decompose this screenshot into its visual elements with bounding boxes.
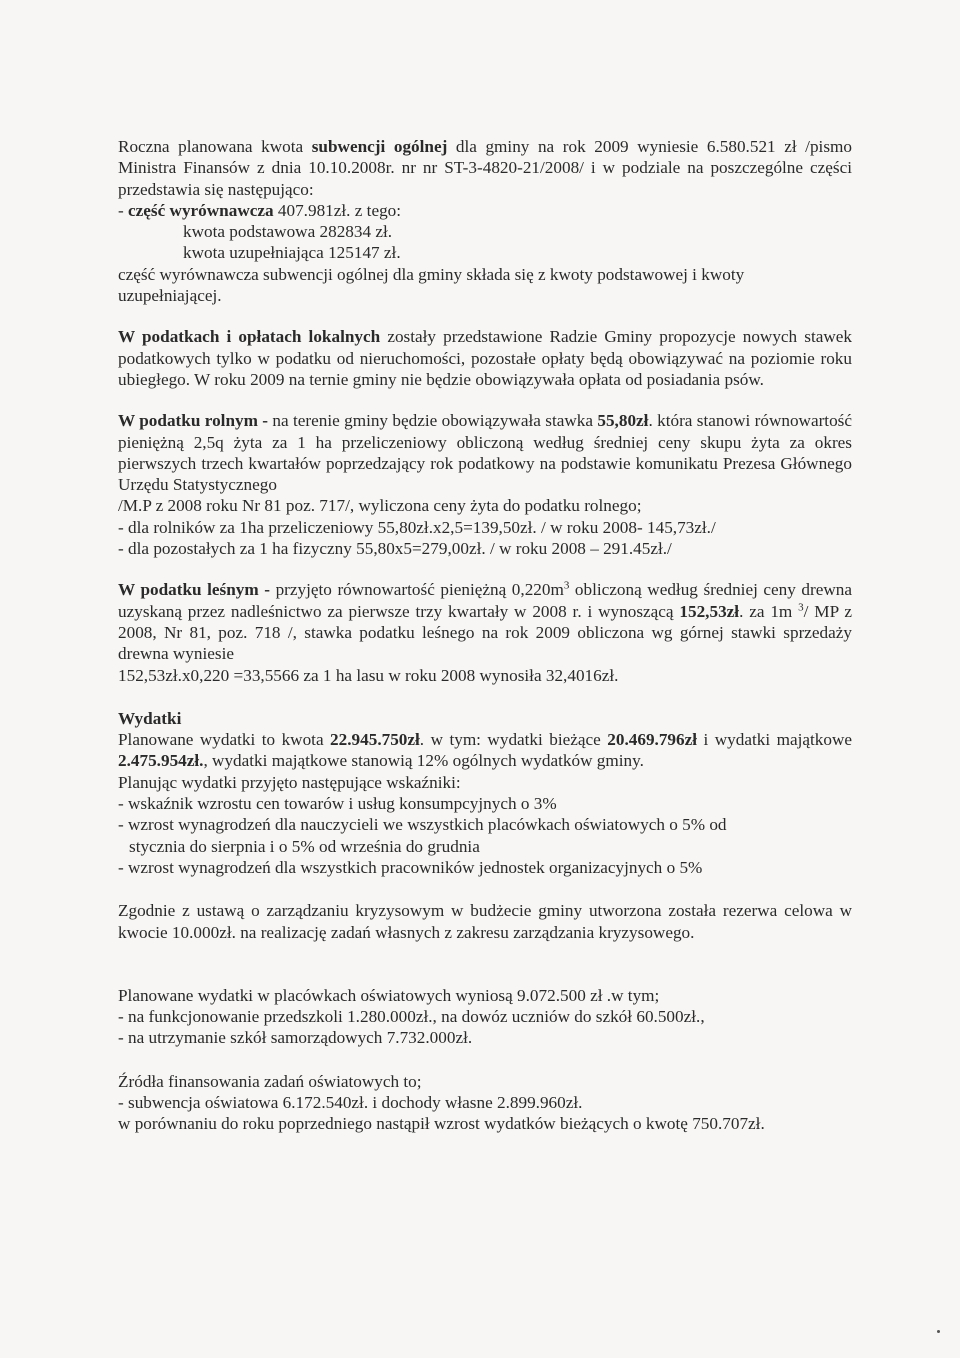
text: dla gminy na rok 2009 wyniesie 6.580.521 zł /pismo Ministra Finansów z dnia 10.10.2008r. nr nr ST-3-4820-21/2008/ i w podziale na poszczególne części przedstawia się następująco: xyxy=(118,137,852,199)
text: . w tym: wydatki bieżące xyxy=(419,730,608,750)
paragraph-podatek-rolny xyxy=(118,410,852,495)
section-oswiata xyxy=(118,985,852,1049)
paragraph-wydatki xyxy=(118,729,852,772)
bold-heading: W podatku rolnym - xyxy=(118,411,269,431)
superscript: 3 xyxy=(563,579,570,592)
text: . za 1m xyxy=(739,601,799,621)
line-pracownicy: - wzrost wynagrodzeń dla wszystkich pracowników jednostek organizacyjnych o 5% xyxy=(118,857,703,877)
bold-heading: W podatkach i opłatach lokalnych xyxy=(118,327,381,347)
bold-heading: W podatku leśnym - xyxy=(118,580,271,600)
paragraph-podatki-lokalne xyxy=(118,326,852,390)
text: - xyxy=(118,200,129,220)
section-podatek-lesny xyxy=(118,579,852,685)
text: przyjęto równowartość pieniężną 0,220m xyxy=(270,580,564,600)
line-porownanie: w porównaniu do roku poprzedniego nastąpił wzrost wydatków bieżących o kwotę 750.707zł. xyxy=(118,1114,765,1134)
text: 407.981zł. z tego: xyxy=(273,200,402,220)
line-pozostali: - dla pozostałych za 1 ha fizyczny 55,80x5=279,00zł. / w roku 2008 – 291.45zł./ xyxy=(118,539,672,559)
line-kwota-uzupelniajaca: kwota uzupełniająca 125147 zł. xyxy=(183,243,401,263)
bold-amount: 2.475.954zł. xyxy=(118,751,204,771)
text: Planowane wydatki to kwota xyxy=(118,730,331,750)
text: zostały przedstawione Radzie Gminy propozycje nowych stawek podatkowych tylko w podatku od nieruchomości, pozostałe opłaty będą obowiązywać na poziomie roku ubiegłego. W roku 2009 na ternie gminy nie będzie obowiązywała opłata od posiadania psów. xyxy=(118,327,852,389)
line-kwota-podstawowa: kwota podstawowa 282834 zł. xyxy=(183,222,393,242)
scan-speck xyxy=(937,1330,940,1333)
line-czesc-sklad: część wyrównawcza subwencji ogólnej dla gminy składa się z kwoty podstawowej i kwoty uzupełniającej. xyxy=(118,264,745,306)
line-zrodla: Źródła finansowania zadań oświatowych to; xyxy=(118,1071,422,1091)
bold-amount: 55,80zł xyxy=(597,411,649,431)
line-rolnicy: - dla rolników za 1ha przeliczeniowy 55,80zł.x2,5=139,50zł. / w roku 2008- 145,73zł./ xyxy=(118,517,716,537)
line-czesc-wyrownawcza xyxy=(118,200,852,221)
text: , wydatki majątkowe stanowią 12% ogólnych wydatków gminy. xyxy=(203,751,644,771)
text: na terenie gminy będzie obowiązywała stawka xyxy=(268,411,598,431)
paragraph-subwencja xyxy=(118,136,852,200)
paragraph-rezerwa: Zgodnie z ustawą o zarządzaniu kryzysowym w budżecie gminy utworzona została rezerwa celowa w kwocie 10.000zł. na realizację zadań własnych z zakresu zarządzania kryzysowego. xyxy=(118,901,852,942)
heading-wydatki xyxy=(118,708,852,729)
bold-term: subwencji ogólnej xyxy=(311,137,448,156)
text: i wydatki majątkowe xyxy=(697,730,852,750)
paragraph-podatek-lesny xyxy=(118,579,852,664)
text: Roczna planowana kwota xyxy=(118,137,312,156)
bold-amount: 20.469.796zł xyxy=(607,730,698,750)
line-mp: /M.P z 2008 roku Nr 81 poz. 717/, wyliczona ceny żyta do podatku rolnego; xyxy=(118,496,642,516)
section-heading: Wydatki xyxy=(118,708,182,728)
line-nauczyciele-cd: stycznia do sierpnia i o 5% od września do grudnia xyxy=(129,836,480,856)
line-oswiata: Planowane wydatki w placówkach oświatowych wyniosą 9.072.500 zł .w tym; xyxy=(118,985,660,1005)
line-szkoly: - na utrzymanie szkół samorządowych 7.732.000zł. xyxy=(118,1028,473,1048)
document-body xyxy=(118,136,852,1135)
text: obliczoną według średniej ceny drewna uzyskaną przez nadleśnictwo za pierwsze trzy kwartały w 2008 r. i wynoszącą xyxy=(118,580,853,621)
section-zrodla xyxy=(118,1071,852,1135)
section-podatek-rolny xyxy=(118,410,852,559)
text: / MP z 2008, Nr 81, poz. 718 /, stawka podatku leśnego na rok 2009 obliczona wg górnej stawki sprzedaży drewna wyniesie xyxy=(118,601,852,664)
line-subwencja-oswiatowa: - subwencja oświatowa 6.172.540zł. i dochody własne 2.899.960zł. xyxy=(118,1092,583,1112)
superscript: 3 xyxy=(798,600,804,613)
line-wskazniki: Planując wydatki przyjęto następujące wskaźniki: xyxy=(118,772,461,792)
line-przedszkola: - na funkcjonowanie przedszkoli 1.280.000zł., na dowóz uczniów do szkół 60.500zł., xyxy=(118,1007,705,1027)
text: . która stanowi równowartość pieniężną 2,5q żyta za 1 ha przeliczeniowy obliczoną według średniej ceny skupu żyta za okres pierwszych trzech kwartałów poprzedzający rok podatkowy na podstawie komunikatu Prezesa Głównego Urzędu Statystycznego xyxy=(118,411,852,495)
section-subwencja xyxy=(118,136,852,306)
bold-term: część wyrównawcza xyxy=(128,200,274,220)
section-wydatki xyxy=(118,708,852,878)
line-wskaznik-cen: - wskaźnik wzrostu cen towarów i usług konsumpcyjnych o 3% xyxy=(118,794,557,814)
bold-amount: 22.945.750zł xyxy=(330,730,420,750)
line-nauczyciele: - wzrost wynagrodzeń dla nauczycieli we wszystkich placówkach oświatowych o 5% od xyxy=(118,815,727,835)
line-lesny-wyliczenie: 152,53zł.x0,220 =33,5566 za 1 ha lasu w roku 2008 wynosiła 32,4016zł. xyxy=(118,665,619,685)
bold-amount: 152,53zł xyxy=(679,601,740,621)
